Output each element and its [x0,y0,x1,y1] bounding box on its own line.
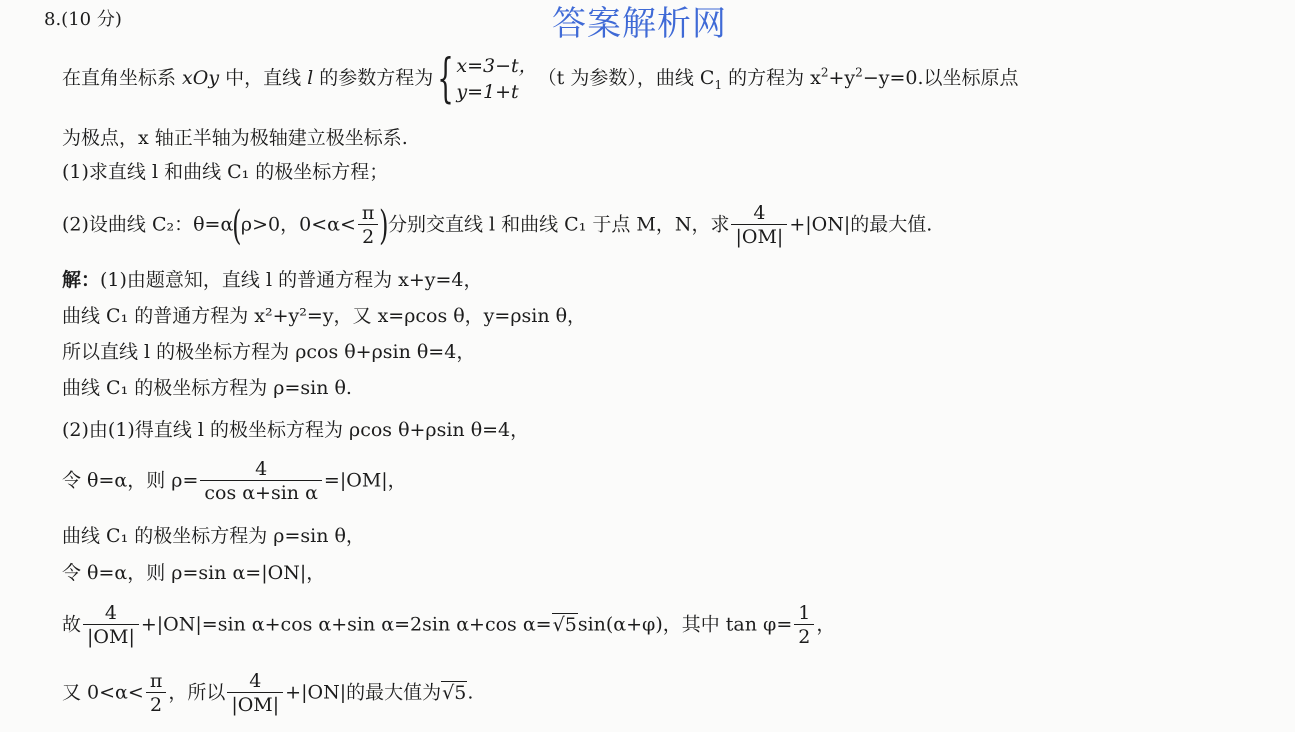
q2-condition: ρ>0，0<α< [240,213,356,236]
fraction-4-over-om: $\frac{4}{|OM|}$ [227,670,283,717]
statement-text: +y [828,67,856,89]
solution-text: +|ON|的最大值为 [285,681,442,704]
problem-number: 8.(10 分) [44,9,122,30]
parametric-system [456,53,537,105]
solution-text: 又 0<α< [62,681,144,704]
paren-close: ) [379,202,389,249]
solution-line-1 [62,268,483,292]
solution-line-4: 曲线 C₁ 的极坐标方程为 ρ=sin θ. [62,377,352,399]
sqrt-5: √5 [552,613,577,636]
fraction-rho: $\frac{4}{\text{cos α+sin α}}$ [200,458,322,505]
watermark: 答案解析网 [552,4,727,44]
fraction-4-over-om: $\frac{4}{|OM|}$ [83,602,139,649]
solution-label: 解： [62,269,101,291]
solution-line-3: 所以直线 l 的极坐标方程为 ρcos θ+ρsin θ=4， [62,341,476,363]
statement-text: 中，直线 [219,67,308,89]
question-2 [62,202,932,249]
solution-text: 故 [62,613,82,636]
solution-line-9 [62,602,835,649]
question-1: (1)求直线 l 和曲线 C₁ 的极坐标方程； [62,161,389,183]
q2-text: +|ON|的最大值. [789,213,933,236]
fraction-pi-over-2: $\frac{\pi}{2}$ [146,670,167,717]
superscript: 2 [820,65,829,80]
fraction-pi-over-2: $\frac{\pi}{2}$ [358,202,379,249]
solution-line-5: (2)由(1)得直线 l 的极坐标方程为 ρcos θ+ρsin θ=4， [62,419,530,441]
solution-line-2: 曲线 C₁ 的普通方程为 x²+y²=y，又 x=ρcos θ，y=ρsin θ， [62,305,587,327]
solution-line-7: 曲线 C₁ 的极坐标方程为 ρ=sin θ， [62,525,365,547]
solution-line-8: 令 θ=α，则 ρ=sin α=|ON|， [62,562,326,584]
statement-text: （t 为参数），曲线 C [537,67,715,89]
problem-statement-line-1 [62,49,1019,109]
solution-text: ， [816,613,836,636]
solution-text: . [467,681,474,704]
solution-text: 令 θ=α，则 ρ= [62,469,199,492]
problem-statement-line-2: 为极点，x 轴正半轴为极轴建立极坐标系. [62,127,408,149]
solution-text: =|OM|， [323,469,407,492]
solution-text: +|ON|=sin α+cos α+sin α=2sin α+cos α= [140,613,552,636]
math-l: l [307,67,314,89]
fraction-half: $\frac{1}{2}$ [794,602,814,649]
sqrt-5: √5 [442,681,467,704]
solution-text: (1)由题意知，直线 l 的普通方程为 x+y=4， [100,269,483,291]
statement-text: 的方程为 x [722,67,821,89]
math-xoy: xOy [182,67,220,89]
solution-text: sin(α+φ)，其中 tan φ= [577,613,793,636]
statement-text: 在直角坐标系 [62,67,183,89]
superscript: 2 [855,65,863,80]
solution-line-6 [62,458,407,505]
subscript: 1 [714,77,723,92]
system-brace: { [437,49,455,109]
statement-text: −y=0.以坐标原点 [862,67,1019,89]
statement-text: 的参数方程为 [313,67,434,89]
q2-text: (2)设曲线 C₂：θ=α [62,213,234,236]
solution-text: ，所以 [168,681,226,704]
paren-open: ( [232,202,242,249]
solution-line-10 [62,670,473,717]
fraction-4-over-om: $\frac{4}{|OM|}$ [731,202,787,249]
param-equation-2: y=1+t [456,81,519,103]
param-equation-1: x=3−t， [456,55,538,77]
q2-text: 分别交直线 l 和曲线 C₁ 于点 M，N，求 [387,213,730,236]
